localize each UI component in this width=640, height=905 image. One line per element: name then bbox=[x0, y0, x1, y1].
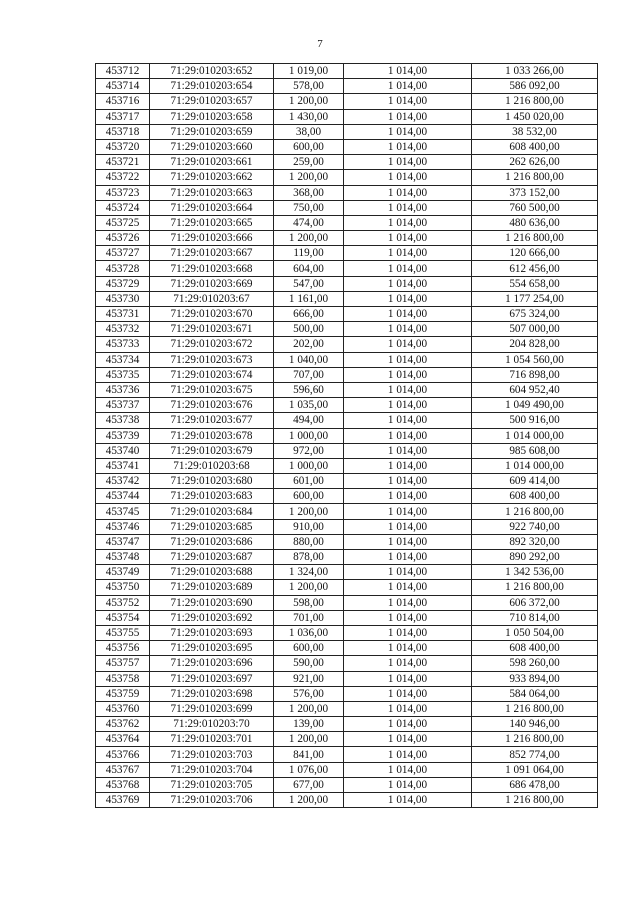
area-cell: 600,00 bbox=[274, 489, 344, 504]
area-cell: 666,00 bbox=[274, 307, 344, 322]
value-cell: 710 814,00 bbox=[472, 610, 598, 625]
rate-cell: 1 014,00 bbox=[344, 124, 472, 139]
cadastral-number-cell: 71:29:010203:667 bbox=[150, 246, 274, 261]
cadastral-number-cell: 71:29:010203:690 bbox=[150, 595, 274, 610]
value-cell: 1 177 254,00 bbox=[472, 291, 598, 306]
table-row bbox=[96, 337, 598, 352]
table-row bbox=[96, 641, 598, 656]
cadastral-number-cell: 71:29:010203:679 bbox=[150, 443, 274, 458]
cadastral-number-cell: 71:29:010203:684 bbox=[150, 504, 274, 519]
cadastral-number-cell: 71:29:010203:692 bbox=[150, 610, 274, 625]
value-cell: 922 740,00 bbox=[472, 519, 598, 534]
cadastral-number-cell: 71:29:010203:675 bbox=[150, 382, 274, 397]
cadastral-number-cell: 71:29:010203:663 bbox=[150, 185, 274, 200]
value-cell: 1 216 800,00 bbox=[472, 580, 598, 595]
area-cell: 474,00 bbox=[274, 215, 344, 230]
area-cell: 139,00 bbox=[274, 717, 344, 732]
record-id-cell: 453748 bbox=[96, 550, 150, 565]
rate-cell: 1 014,00 bbox=[344, 170, 472, 185]
table-row bbox=[96, 762, 598, 777]
value-cell: 716 898,00 bbox=[472, 367, 598, 382]
table-row bbox=[96, 307, 598, 322]
table-row bbox=[96, 504, 598, 519]
record-id-cell: 453752 bbox=[96, 595, 150, 610]
area-cell: 578,00 bbox=[274, 79, 344, 94]
rate-cell: 1 014,00 bbox=[344, 367, 472, 382]
rate-cell: 1 014,00 bbox=[344, 79, 472, 94]
value-cell: 608 400,00 bbox=[472, 641, 598, 656]
cadastral-number-cell: 71:29:010203:699 bbox=[150, 701, 274, 716]
record-id-cell: 453750 bbox=[96, 580, 150, 595]
cadastral-number-cell: 71:29:010203:704 bbox=[150, 762, 274, 777]
value-cell: 604 952,40 bbox=[472, 382, 598, 397]
cadastral-number-cell: 71:29:010203:697 bbox=[150, 671, 274, 686]
table-row bbox=[96, 732, 598, 747]
rate-cell: 1 014,00 bbox=[344, 701, 472, 716]
rate-cell: 1 014,00 bbox=[344, 276, 472, 291]
value-cell: 140 946,00 bbox=[472, 717, 598, 732]
area-cell: 1 324,00 bbox=[274, 565, 344, 580]
area-cell: 1 161,00 bbox=[274, 291, 344, 306]
rate-cell: 1 014,00 bbox=[344, 747, 472, 762]
table-row bbox=[96, 261, 598, 276]
value-cell: 120 666,00 bbox=[472, 246, 598, 261]
record-id-cell: 453712 bbox=[96, 64, 150, 79]
area-cell: 600,00 bbox=[274, 641, 344, 656]
value-cell: 985 608,00 bbox=[472, 443, 598, 458]
rate-cell: 1 014,00 bbox=[344, 352, 472, 367]
area-cell: 259,00 bbox=[274, 155, 344, 170]
rate-cell: 1 014,00 bbox=[344, 398, 472, 413]
area-cell: 878,00 bbox=[274, 550, 344, 565]
cadastral-number-cell: 71:29:010203:654 bbox=[150, 79, 274, 94]
rate-cell: 1 014,00 bbox=[344, 717, 472, 732]
table-row bbox=[96, 580, 598, 595]
record-id-cell: 453738 bbox=[96, 413, 150, 428]
cadastral-number-cell: 71:29:010203:693 bbox=[150, 625, 274, 640]
record-id-cell: 453754 bbox=[96, 610, 150, 625]
record-id-cell: 453717 bbox=[96, 109, 150, 124]
table-row bbox=[96, 565, 598, 580]
rate-cell: 1 014,00 bbox=[344, 185, 472, 200]
rate-cell: 1 014,00 bbox=[344, 625, 472, 640]
rate-cell: 1 014,00 bbox=[344, 762, 472, 777]
value-cell: 686 478,00 bbox=[472, 777, 598, 792]
record-id-cell: 453734 bbox=[96, 352, 150, 367]
table-row bbox=[96, 170, 598, 185]
table-row bbox=[96, 215, 598, 230]
record-id-cell: 453757 bbox=[96, 656, 150, 671]
cadastral-number-cell: 71:29:010203:652 bbox=[150, 64, 274, 79]
page-number: 7 bbox=[317, 38, 323, 50]
record-id-cell: 453731 bbox=[96, 307, 150, 322]
area-cell: 707,00 bbox=[274, 367, 344, 382]
table-row bbox=[96, 109, 598, 124]
rate-cell: 1 014,00 bbox=[344, 534, 472, 549]
table-row bbox=[96, 671, 598, 686]
table-row bbox=[96, 352, 598, 367]
value-cell: 1 033 266,00 bbox=[472, 64, 598, 79]
cadastral-number-cell: 71:29:010203:703 bbox=[150, 747, 274, 762]
record-id-cell: 453747 bbox=[96, 534, 150, 549]
table-body bbox=[96, 64, 598, 808]
cadastral-number-cell: 71:29:010203:670 bbox=[150, 307, 274, 322]
value-cell: 1 216 800,00 bbox=[472, 231, 598, 246]
rate-cell: 1 014,00 bbox=[344, 215, 472, 230]
area-cell: 1 076,00 bbox=[274, 762, 344, 777]
rate-cell: 1 014,00 bbox=[344, 458, 472, 473]
cadastral-number-cell: 71:29:010203:680 bbox=[150, 474, 274, 489]
value-cell: 675 324,00 bbox=[472, 307, 598, 322]
cadastral-number-cell: 71:29:010203:677 bbox=[150, 413, 274, 428]
area-cell: 1 200,00 bbox=[274, 580, 344, 595]
rate-cell: 1 014,00 bbox=[344, 793, 472, 808]
rate-cell: 1 014,00 bbox=[344, 610, 472, 625]
value-cell: 608 400,00 bbox=[472, 139, 598, 154]
record-id-cell: 453766 bbox=[96, 747, 150, 762]
value-cell: 1 216 800,00 bbox=[472, 701, 598, 716]
table-row bbox=[96, 64, 598, 79]
area-cell: 598,00 bbox=[274, 595, 344, 610]
rate-cell: 1 014,00 bbox=[344, 291, 472, 306]
area-cell: 1 036,00 bbox=[274, 625, 344, 640]
record-id-cell: 453733 bbox=[96, 337, 150, 352]
rate-cell: 1 014,00 bbox=[344, 64, 472, 79]
area-cell: 1 019,00 bbox=[274, 64, 344, 79]
value-cell: 480 636,00 bbox=[472, 215, 598, 230]
cadastral-number-cell: 71:29:010203:669 bbox=[150, 276, 274, 291]
value-cell: 1 216 800,00 bbox=[472, 793, 598, 808]
table-row bbox=[96, 124, 598, 139]
value-cell: 500 916,00 bbox=[472, 413, 598, 428]
table-row bbox=[96, 322, 598, 337]
record-id-cell: 453760 bbox=[96, 701, 150, 716]
record-id-cell: 453726 bbox=[96, 231, 150, 246]
value-cell: 1 450 020,00 bbox=[472, 109, 598, 124]
area-cell: 494,00 bbox=[274, 413, 344, 428]
record-id-cell: 453740 bbox=[96, 443, 150, 458]
rate-cell: 1 014,00 bbox=[344, 686, 472, 701]
table-row bbox=[96, 246, 598, 261]
area-cell: 601,00 bbox=[274, 474, 344, 489]
table-row bbox=[96, 200, 598, 215]
cadastral-number-cell: 71:29:010203:668 bbox=[150, 261, 274, 276]
value-cell: 1 216 800,00 bbox=[472, 732, 598, 747]
record-id-cell: 453769 bbox=[96, 793, 150, 808]
cadastral-number-cell: 71:29:010203:664 bbox=[150, 200, 274, 215]
cadastral-number-cell: 71:29:010203:698 bbox=[150, 686, 274, 701]
table-row bbox=[96, 413, 598, 428]
rate-cell: 1 014,00 bbox=[344, 565, 472, 580]
value-cell: 890 292,00 bbox=[472, 550, 598, 565]
value-cell: 1 049 490,00 bbox=[472, 398, 598, 413]
area-cell: 368,00 bbox=[274, 185, 344, 200]
rate-cell: 1 014,00 bbox=[344, 489, 472, 504]
table-row bbox=[96, 79, 598, 94]
land-plots-table bbox=[95, 63, 598, 808]
cadastral-number-cell: 71:29:010203:657 bbox=[150, 94, 274, 109]
area-cell: 880,00 bbox=[274, 534, 344, 549]
area-cell: 1 200,00 bbox=[274, 94, 344, 109]
record-id-cell: 453727 bbox=[96, 246, 150, 261]
table-row bbox=[96, 94, 598, 109]
area-cell: 1 200,00 bbox=[274, 231, 344, 246]
area-cell: 1 200,00 bbox=[274, 504, 344, 519]
table-row bbox=[96, 443, 598, 458]
cadastral-number-cell: 71:29:010203:695 bbox=[150, 641, 274, 656]
value-cell: 852 774,00 bbox=[472, 747, 598, 762]
table-row bbox=[96, 747, 598, 762]
cadastral-number-cell: 71:29:010203:687 bbox=[150, 550, 274, 565]
value-cell: 598 260,00 bbox=[472, 656, 598, 671]
table-row bbox=[96, 398, 598, 413]
record-id-cell: 453749 bbox=[96, 565, 150, 580]
value-cell: 262 626,00 bbox=[472, 155, 598, 170]
cadastral-number-cell: 71:29:010203:674 bbox=[150, 367, 274, 382]
rate-cell: 1 014,00 bbox=[344, 777, 472, 792]
area-cell: 677,00 bbox=[274, 777, 344, 792]
record-id-cell: 453721 bbox=[96, 155, 150, 170]
rate-cell: 1 014,00 bbox=[344, 443, 472, 458]
record-id-cell: 453737 bbox=[96, 398, 150, 413]
area-cell: 576,00 bbox=[274, 686, 344, 701]
table-row bbox=[96, 367, 598, 382]
rate-cell: 1 014,00 bbox=[344, 261, 472, 276]
area-cell: 921,00 bbox=[274, 671, 344, 686]
cadastral-number-cell: 71:29:010203:70 bbox=[150, 717, 274, 732]
record-id-cell: 453725 bbox=[96, 215, 150, 230]
record-id-cell: 453768 bbox=[96, 777, 150, 792]
cadastral-number-cell: 71:29:010203:658 bbox=[150, 109, 274, 124]
record-id-cell: 453758 bbox=[96, 671, 150, 686]
record-id-cell: 453741 bbox=[96, 458, 150, 473]
area-cell: 500,00 bbox=[274, 322, 344, 337]
cadastral-number-cell: 71:29:010203:701 bbox=[150, 732, 274, 747]
value-cell: 933 894,00 bbox=[472, 671, 598, 686]
value-cell: 1 050 504,00 bbox=[472, 625, 598, 640]
record-id-cell: 453722 bbox=[96, 170, 150, 185]
value-cell: 373 152,00 bbox=[472, 185, 598, 200]
area-cell: 910,00 bbox=[274, 519, 344, 534]
area-cell: 750,00 bbox=[274, 200, 344, 215]
table-row bbox=[96, 610, 598, 625]
record-id-cell: 453720 bbox=[96, 139, 150, 154]
value-cell: 38 532,00 bbox=[472, 124, 598, 139]
cadastral-number-cell: 71:29:010203:671 bbox=[150, 322, 274, 337]
table-row bbox=[96, 686, 598, 701]
rate-cell: 1 014,00 bbox=[344, 595, 472, 610]
cadastral-number-cell: 71:29:010203:686 bbox=[150, 534, 274, 549]
cadastral-number-cell: 71:29:010203:672 bbox=[150, 337, 274, 352]
value-cell: 1 014 000,00 bbox=[472, 428, 598, 443]
table-row bbox=[96, 595, 598, 610]
record-id-cell: 453745 bbox=[96, 504, 150, 519]
table-row bbox=[96, 428, 598, 443]
area-cell: 1 035,00 bbox=[274, 398, 344, 413]
cadastral-number-cell: 71:29:010203:705 bbox=[150, 777, 274, 792]
value-cell: 1 342 536,00 bbox=[472, 565, 598, 580]
value-cell: 1 054 560,00 bbox=[472, 352, 598, 367]
cadastral-number-cell: 71:29:010203:661 bbox=[150, 155, 274, 170]
table-row bbox=[96, 777, 598, 792]
area-cell: 604,00 bbox=[274, 261, 344, 276]
area-cell: 596,60 bbox=[274, 382, 344, 397]
rate-cell: 1 014,00 bbox=[344, 139, 472, 154]
area-cell: 202,00 bbox=[274, 337, 344, 352]
area-cell: 1 040,00 bbox=[274, 352, 344, 367]
record-id-cell: 453714 bbox=[96, 79, 150, 94]
rate-cell: 1 014,00 bbox=[344, 155, 472, 170]
area-cell: 547,00 bbox=[274, 276, 344, 291]
value-cell: 507 000,00 bbox=[472, 322, 598, 337]
value-cell: 1 091 064,00 bbox=[472, 762, 598, 777]
area-cell: 1 200,00 bbox=[274, 170, 344, 185]
table-row bbox=[96, 291, 598, 306]
cadastral-number-cell: 71:29:010203:678 bbox=[150, 428, 274, 443]
table-row bbox=[96, 489, 598, 504]
table-row bbox=[96, 519, 598, 534]
table-row bbox=[96, 717, 598, 732]
value-cell: 609 414,00 bbox=[472, 474, 598, 489]
value-cell: 554 658,00 bbox=[472, 276, 598, 291]
rate-cell: 1 014,00 bbox=[344, 519, 472, 534]
cadastral-number-cell: 71:29:010203:68 bbox=[150, 458, 274, 473]
table-row bbox=[96, 155, 598, 170]
rate-cell: 1 014,00 bbox=[344, 337, 472, 352]
record-id-cell: 453744 bbox=[96, 489, 150, 504]
rate-cell: 1 014,00 bbox=[344, 322, 472, 337]
table-row bbox=[96, 534, 598, 549]
value-cell: 1 216 800,00 bbox=[472, 504, 598, 519]
record-id-cell: 453756 bbox=[96, 641, 150, 656]
rate-cell: 1 014,00 bbox=[344, 413, 472, 428]
table-row bbox=[96, 550, 598, 565]
value-cell: 1 216 800,00 bbox=[472, 170, 598, 185]
rate-cell: 1 014,00 bbox=[344, 550, 472, 565]
table-row bbox=[96, 701, 598, 716]
value-cell: 892 320,00 bbox=[472, 534, 598, 549]
record-id-cell: 453755 bbox=[96, 625, 150, 640]
rate-cell: 1 014,00 bbox=[344, 671, 472, 686]
cadastral-number-cell: 71:29:010203:683 bbox=[150, 489, 274, 504]
area-cell: 1 430,00 bbox=[274, 109, 344, 124]
table-row bbox=[96, 458, 598, 473]
rate-cell: 1 014,00 bbox=[344, 109, 472, 124]
area-cell: 1 000,00 bbox=[274, 428, 344, 443]
cadastral-number-cell: 71:29:010203:696 bbox=[150, 656, 274, 671]
table-row bbox=[96, 793, 598, 808]
area-cell: 119,00 bbox=[274, 246, 344, 261]
table-row bbox=[96, 625, 598, 640]
cadastral-number-cell: 71:29:010203:676 bbox=[150, 398, 274, 413]
table-row bbox=[96, 276, 598, 291]
rate-cell: 1 014,00 bbox=[344, 231, 472, 246]
value-cell: 1 014 000,00 bbox=[472, 458, 598, 473]
record-id-cell: 453718 bbox=[96, 124, 150, 139]
value-cell: 584 064,00 bbox=[472, 686, 598, 701]
cadastral-number-cell: 71:29:010203:659 bbox=[150, 124, 274, 139]
rate-cell: 1 014,00 bbox=[344, 504, 472, 519]
record-id-cell: 453716 bbox=[96, 94, 150, 109]
value-cell: 204 828,00 bbox=[472, 337, 598, 352]
record-id-cell: 453739 bbox=[96, 428, 150, 443]
cadastral-number-cell: 71:29:010203:662 bbox=[150, 170, 274, 185]
area-cell: 1 000,00 bbox=[274, 458, 344, 473]
table-row bbox=[96, 656, 598, 671]
record-id-cell: 453729 bbox=[96, 276, 150, 291]
table-row bbox=[96, 382, 598, 397]
area-cell: 841,00 bbox=[274, 747, 344, 762]
cadastral-number-cell: 71:29:010203:67 bbox=[150, 291, 274, 306]
area-cell: 38,00 bbox=[274, 124, 344, 139]
record-id-cell: 453767 bbox=[96, 762, 150, 777]
value-cell: 612 456,00 bbox=[472, 261, 598, 276]
record-id-cell: 453723 bbox=[96, 185, 150, 200]
record-id-cell: 453762 bbox=[96, 717, 150, 732]
cadastral-number-cell: 71:29:010203:706 bbox=[150, 793, 274, 808]
rate-cell: 1 014,00 bbox=[344, 732, 472, 747]
rate-cell: 1 014,00 bbox=[344, 641, 472, 656]
record-id-cell: 453735 bbox=[96, 367, 150, 382]
area-cell: 1 200,00 bbox=[274, 732, 344, 747]
record-id-cell: 453728 bbox=[96, 261, 150, 276]
rate-cell: 1 014,00 bbox=[344, 428, 472, 443]
rate-cell: 1 014,00 bbox=[344, 580, 472, 595]
rate-cell: 1 014,00 bbox=[344, 474, 472, 489]
cadastral-number-cell: 71:29:010203:689 bbox=[150, 580, 274, 595]
area-cell: 701,00 bbox=[274, 610, 344, 625]
record-id-cell: 453742 bbox=[96, 474, 150, 489]
rate-cell: 1 014,00 bbox=[344, 382, 472, 397]
rate-cell: 1 014,00 bbox=[344, 200, 472, 215]
cadastral-number-cell: 71:29:010203:685 bbox=[150, 519, 274, 534]
record-id-cell: 453724 bbox=[96, 200, 150, 215]
rate-cell: 1 014,00 bbox=[344, 246, 472, 261]
record-id-cell: 453730 bbox=[96, 291, 150, 306]
record-id-cell: 453746 bbox=[96, 519, 150, 534]
value-cell: 608 400,00 bbox=[472, 489, 598, 504]
area-cell: 1 200,00 bbox=[274, 793, 344, 808]
cadastral-number-cell: 71:29:010203:688 bbox=[150, 565, 274, 580]
value-cell: 760 500,00 bbox=[472, 200, 598, 215]
table-row bbox=[96, 185, 598, 200]
table-row bbox=[96, 139, 598, 154]
cadastral-number-cell: 71:29:010203:660 bbox=[150, 139, 274, 154]
area-cell: 1 200,00 bbox=[274, 701, 344, 716]
record-id-cell: 453764 bbox=[96, 732, 150, 747]
area-cell: 972,00 bbox=[274, 443, 344, 458]
rate-cell: 1 014,00 bbox=[344, 307, 472, 322]
cadastral-number-cell: 71:29:010203:673 bbox=[150, 352, 274, 367]
record-id-cell: 453759 bbox=[96, 686, 150, 701]
area-cell: 600,00 bbox=[274, 139, 344, 154]
record-id-cell: 453732 bbox=[96, 322, 150, 337]
value-cell: 586 092,00 bbox=[472, 79, 598, 94]
record-id-cell: 453736 bbox=[96, 382, 150, 397]
rate-cell: 1 014,00 bbox=[344, 656, 472, 671]
rate-cell: 1 014,00 bbox=[344, 94, 472, 109]
cadastral-number-cell: 71:29:010203:665 bbox=[150, 215, 274, 230]
value-cell: 1 216 800,00 bbox=[472, 94, 598, 109]
area-cell: 590,00 bbox=[274, 656, 344, 671]
table-row bbox=[96, 231, 598, 246]
table-row bbox=[96, 474, 598, 489]
cadastral-number-cell: 71:29:010203:666 bbox=[150, 231, 274, 246]
value-cell: 606 372,00 bbox=[472, 595, 598, 610]
